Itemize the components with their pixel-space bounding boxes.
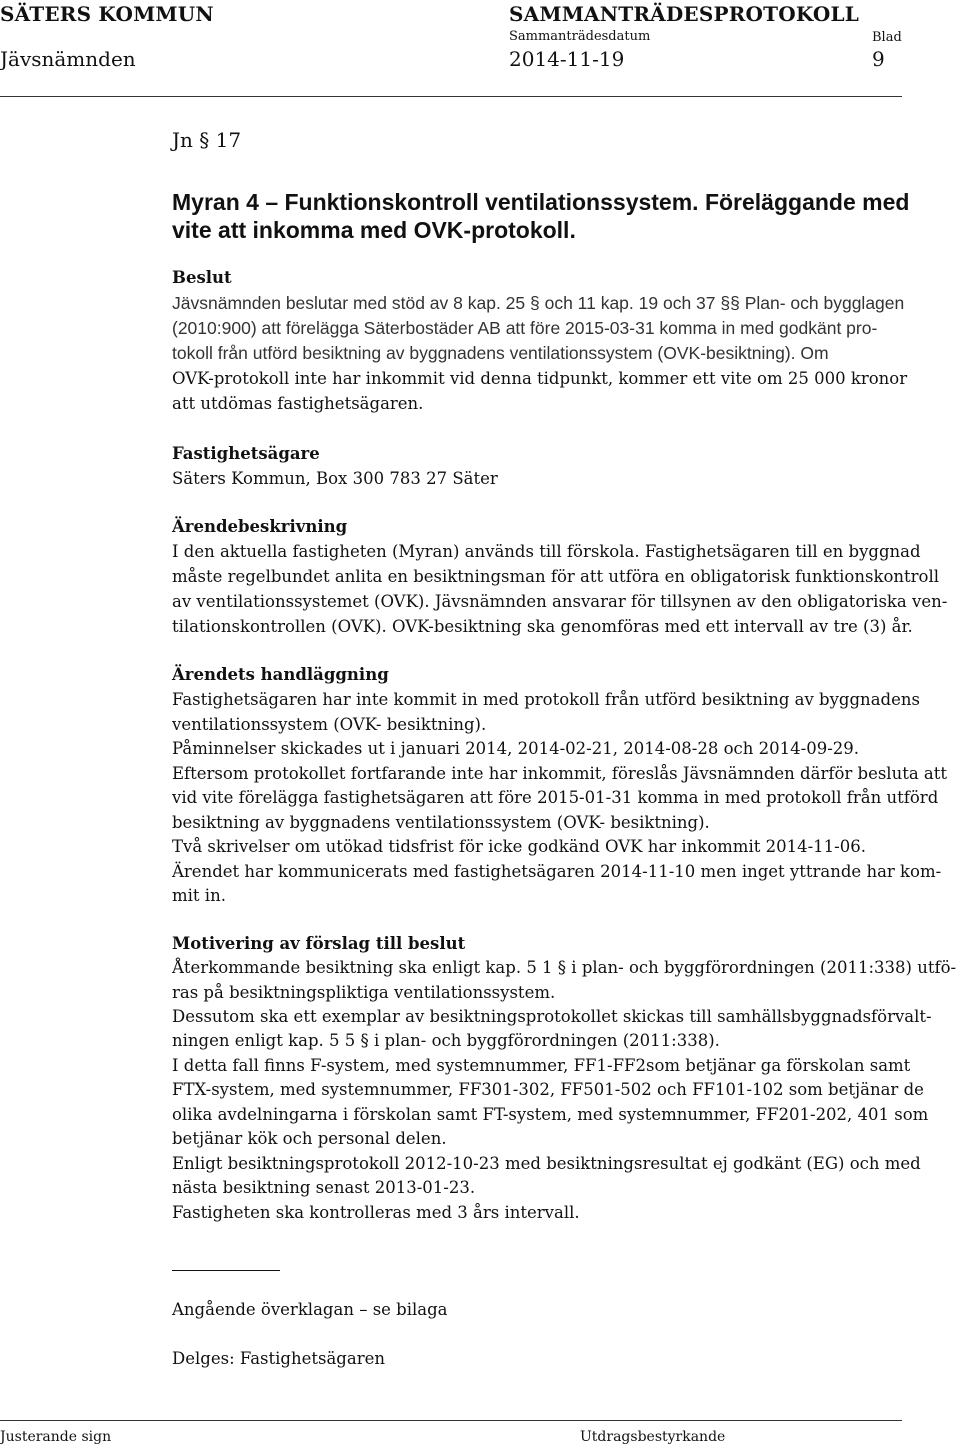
beslut-line: OVK-protokoll inte har inkommit vid denna tidpunkt, kommer ett vite om 25 000 kronor	[172, 369, 908, 388]
section-number: Jn § 17	[172, 128, 242, 152]
motivering-line: ningen enligt kap. 5 5 § i plan- och byggförordningen (2011:338).	[172, 1031, 720, 1050]
page-label: Blad	[872, 30, 902, 45]
handlaggning-heading: Ärendets handläggning	[172, 665, 389, 684]
motivering-heading: Motivering av förslag till beslut	[172, 934, 466, 953]
motivering-line: I detta fall finns F-system, med systemnummer, FF1-FF2som betjänar ga förskolan samt	[172, 1056, 911, 1075]
motivering-line: betjänar kök och personal delen.	[172, 1129, 447, 1148]
delges-note: Delges: Fastighetsägaren	[172, 1349, 385, 1368]
handlaggning-line: besiktning av byggnadens ventilationssystem (OVK- besiktning).	[172, 813, 710, 832]
meeting-date: 2014-11-19	[509, 47, 625, 71]
motivering-line: ras på besiktningspliktiga ventilationssystem.	[172, 983, 556, 1002]
footer-rule	[0, 1420, 902, 1421]
handlaggning-line: Ärendet har kommunicerats med fastighetsägaren 2014-11-10 men inget yttrande har kom-	[172, 862, 942, 881]
appeal-note: Angående överklagan – se bilaga	[172, 1300, 448, 1319]
handlaggning-line: ventilationssystem (OVK- besiktning).	[172, 715, 487, 734]
footer-extract-label: Utdragsbestyrkande	[580, 1429, 726, 1445]
footer-sign-label: Justerande sign	[0, 1429, 112, 1445]
motivering-line: Fastigheten ska kontrolleras med 3 års intervall.	[172, 1203, 580, 1222]
handlaggning-line: Två skrivelser om utökad tidsfrist för icke godkänd OVK har inkommit 2014-11-06.	[172, 837, 866, 856]
arendebeskrivning-line: I den aktuella fastigheten (Myran) används till förskola. Fastighetsägaren till en byggnad	[172, 542, 921, 561]
date-label: Sammanträdesdatum	[509, 29, 651, 44]
beslut-line: Jävsnämnden beslutar med stöd av 8 kap. 25 § och 11 kap. 19 och 37 §§ Plan- och bygglagen	[172, 293, 905, 313]
case-title-line-1: Myran 4 – Funktionskontroll ventilationssystem. Föreläggande med	[172, 189, 910, 215]
arendebeskrivning-line: måste regelbundet anlita en besiktningsman för att utföra en obligatorisk funktionskontroll	[172, 567, 940, 586]
motivering-line: nästa besiktning senast 2013-01-23.	[172, 1178, 476, 1197]
separator-rule	[172, 1270, 280, 1271]
beslut-heading: Beslut	[172, 268, 232, 287]
beslut-line: tokoll från utförd besiktning av byggnadens ventilationssystem (OVK-besiktning). Om	[172, 343, 829, 363]
arendebeskrivning-heading: Ärendebeskrivning	[172, 517, 348, 536]
motivering-line: Dessutom ska ett exemplar av besiktningsprotokollet skickas till samhällsbyggnadsförvalt-	[172, 1007, 932, 1026]
case-title-line-2: vite att inkomma med OVK-protokoll.	[172, 217, 576, 243]
document-type: SAMMANTRÄDESPROTOKOLL	[509, 2, 860, 26]
handlaggning-line: Påminnelser skickades ut i januari 2014, 2014-02-21, 2014-08-28 och 2014-09-29.	[172, 739, 860, 758]
arendebeskrivning-line: tilationskontrollen (OVK). OVK-besiktning ska genomföras med ett intervall av tre (3) år.	[172, 617, 913, 636]
handlaggning-line: Eftersom protokollet fortfarande inte har inkommit, föreslås Jävsnämnden därför besluta att	[172, 764, 948, 783]
fastighetsagare-heading: Fastighetsägare	[172, 444, 320, 463]
page-number: 9	[872, 47, 885, 71]
beslut-line: (2010:900) att förelägga Säterbostäder AB att före 2015-03-31 komma in med godkänt pro-	[172, 318, 878, 338]
handlaggning-line: mit in.	[172, 886, 226, 905]
motivering-line: olika avdelningarna i förskolan samt FT-system, med systemnummer, FF201-202, 401 som	[172, 1105, 929, 1124]
motivering-line: Återkommande besiktning ska enligt kap. 5 1 § i plan- och byggförordningen (2011:338) utfö-	[172, 958, 957, 977]
handlaggning-line: vid vite förelägga fastighetsägaren att före 2015-01-31 komma in med protokoll från utförd	[172, 788, 939, 807]
committee-name: Jävsnämnden	[0, 47, 136, 71]
header-rule	[0, 96, 902, 97]
municipality-name: SÄTERS KOMMUN	[0, 2, 214, 26]
handlaggning-line: Fastighetsägaren har inte kommit in med protokoll från utförd besiktning av byggnadens	[172, 690, 920, 709]
beslut-line: att utdömas fastighetsägaren.	[172, 394, 424, 413]
fastighetsagare-address: Säters Kommun, Box 300 783 27 Säter	[172, 469, 498, 488]
arendebeskrivning-line: av ventilationssystemet (OVK). Jävsnämnden ansvarar för tillsynen av den obligatoriska ven-	[172, 592, 948, 611]
motivering-line: FTX-system, med systemnummer, FF301-302, FF501-502 och FF101-102 som betjänar de	[172, 1080, 924, 1099]
motivering-line: Enligt besiktningsprotokoll 2012-10-23 med besiktningsresultat ej godkänt (EG) och med	[172, 1154, 921, 1173]
